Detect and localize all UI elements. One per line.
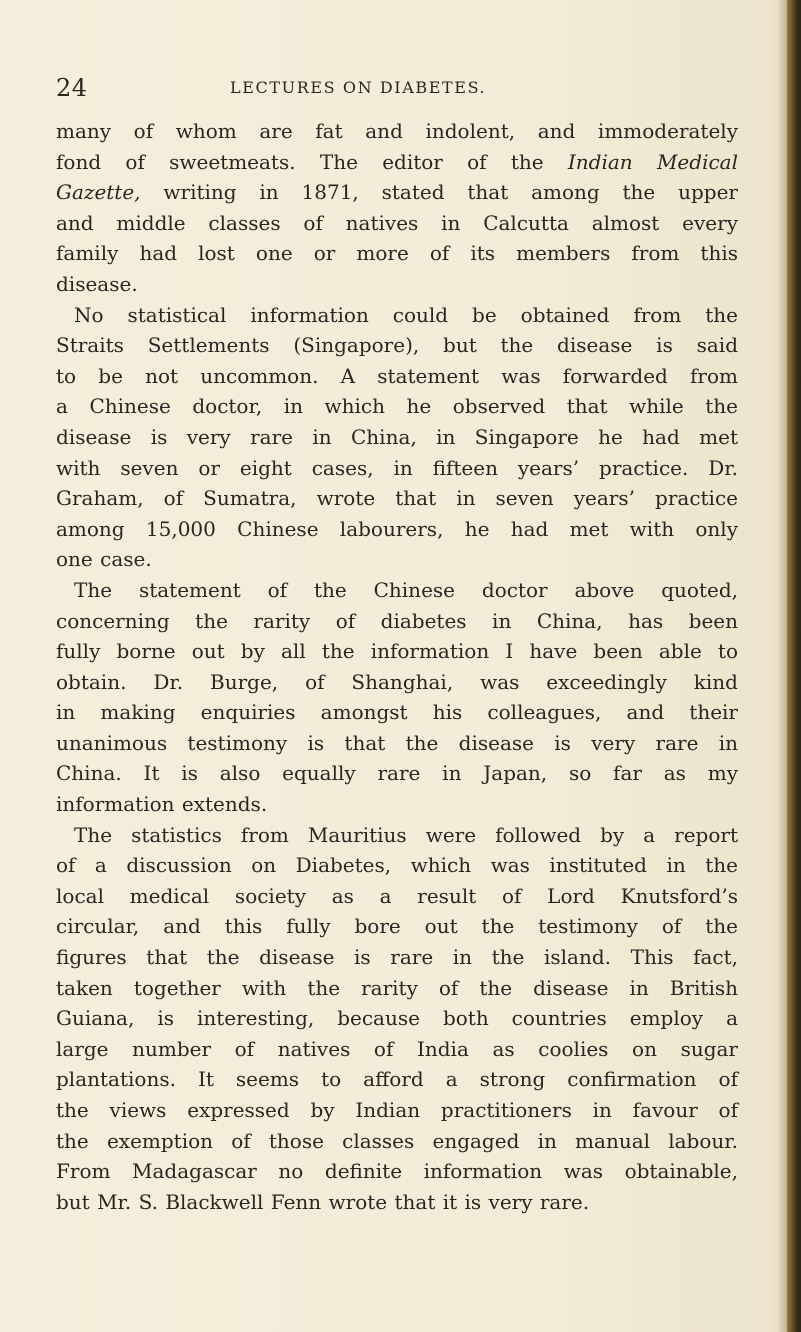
text-line: obtain. Dr. Burge, of Shanghai, was exceedingly kind — [56, 669, 738, 694]
text-line: the views expressed by Indian practitioners in favour of — [56, 1098, 738, 1122]
text-line: Gazette, writing in 1871, stated that among the upper — [56, 180, 738, 205]
text-line: a Chinese doctor, in which he observed that while the — [56, 394, 738, 419]
text-line: unanimous testimony is that the disease is very rare in — [56, 730, 738, 755]
text-line: local medical society as a result of Lord Knutsford’s — [56, 883, 738, 908]
text-line: information extends. — [56, 792, 268, 817]
page-edge — [787, 0, 801, 1332]
text-line: China. It is also equally rare in Japan, so far as my — [56, 761, 738, 786]
text-line: plantations. It seems to afford a strong confirmation of — [56, 1067, 738, 1092]
text-line: From Madagascar no definite information was obtainable, — [56, 1159, 738, 1184]
text-line: in making enquiries amongst his colleagues, and their — [56, 700, 738, 725]
text-line: circular, and this fully bore out the testimony of the — [56, 914, 738, 939]
paragraph-start-line: The statement of the Chinese doctor above quoted, — [74, 577, 738, 602]
text-line: family had lost one or more of its members from this — [56, 241, 738, 266]
text-line: fond of sweetmeats. The editor of the Indian Medical — [56, 149, 738, 174]
text-line: one case. — [56, 547, 152, 572]
text-line: among 15,000 Chinese labourers, he had met with only — [56, 516, 738, 541]
text-line: disease. — [56, 271, 138, 296]
page-header — [56, 74, 736, 106]
running-title: LECTURES ON DIABETES. — [230, 78, 487, 97]
text-line: of a discussion on Diabetes, which was instituted in the — [56, 853, 738, 878]
page-number: 24 — [56, 74, 88, 102]
paragraph-start-line: No statistical information could be obtained from the — [74, 302, 738, 327]
text-line: but Mr. S. Blackwell Fenn wrote that it is very rare. — [56, 1189, 590, 1214]
text-line: figures that the disease is rare in the island. This fact, — [56, 945, 738, 970]
text-line: taken together with the rarity of the disease in British — [56, 975, 738, 1000]
text-line: and middle classes of natives in Calcutta almost every — [56, 210, 738, 235]
text-line: concerning the rarity of diabetes in China, has been — [56, 608, 738, 633]
text-line: Guiana, is interesting, because both countries employ a — [56, 1006, 738, 1031]
text-line: large number of natives of India as coolies on sugar — [56, 1036, 738, 1061]
text-line: the exemption of those classes engaged in manual labour. — [56, 1128, 738, 1153]
text-line: Straits Settlements (Singapore), but the disease is said — [56, 333, 738, 358]
text-line: to be not uncommon. A statement was forwarded from — [56, 363, 738, 388]
body-text — [56, 116, 738, 1217]
text-line: Graham, of Sumatra, wrote that in seven years’ practice — [56, 486, 738, 511]
text-line: fully borne out by all the information I have been able to — [56, 639, 738, 664]
paragraph-start-line: The statistics from Mauritius were followed by a report — [74, 822, 738, 847]
page-edge-shadow — [777, 0, 787, 1332]
text-line: with seven or eight cases, in fifteen years’ practice. Dr. — [56, 455, 738, 480]
text-line: many of whom are fat and indolent, and immoderately — [56, 119, 738, 143]
text-line: disease is very rare in China, in Singapore he had met — [56, 424, 738, 449]
